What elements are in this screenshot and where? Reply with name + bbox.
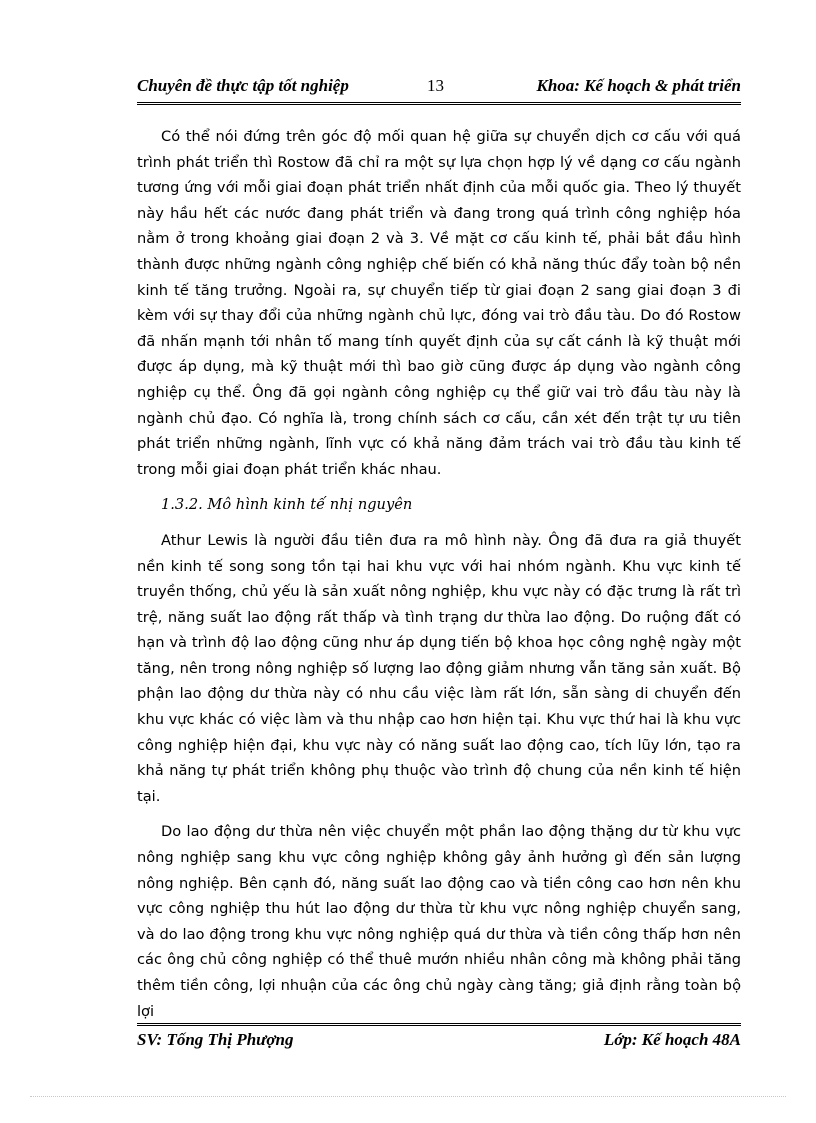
- header-faculty: Khoa: Kế hoạch & phát triển: [536, 76, 741, 95]
- page-header: [137, 74, 741, 105]
- page-footer: [137, 1023, 741, 1056]
- footer-class: Lớp: Kế hoạch 48A: [603, 1030, 741, 1049]
- body-paragraph: Có thể nói đứng trên góc độ mối quan hệ giữa sự chuyển dịch cơ cấu với quá trình phát triển thì Rostow đã chỉ ra một sự lựa chọn hợp lý về dạng cơ cấu ngành tương ứng với mỗi giai đoạn phát triển nhất định của mỗi quốc gia. Theo lý thuyết này hầu hết các nước đang phát triển và đang trong quá trình công nghiệp hóa nằm ở trong khoảng giai đoạn 2 và 3. Về mặt cơ cấu kinh tế, phải bắt đầu hình thành được những ngành công nghiệp chế biến có khả năng thúc đẩy toàn bộ nền kinh tế tăng trưởng. Ngoài ra, sự chuyển tiếp từ giai đoạn 2 sang giai đoạn 3 đi kèm với sự thay đổi của những ngành chủ lực, đóng vai trò đầu tàu. Do đó Rostow đã nhấn mạnh tới nhân tố mang tính quyết định của sự cất cánh là kỹ thuật mới được áp dụng, mà kỹ thuật mới thì bao giờ cũng được áp dụng vào ngành công nghiệp cụ thể. Ông đã gọi ngành công nghiệp cụ thể giữ vai trò đầu tàu này là ngành chủ đạo. Có nghĩa là, trong chính sách cơ cấu, cần xét đến trật tự ưu tiên phát triển những ngành, lĩnh vực có khả năng đảm trách vai trò đầu tàu kinh tế trong mỗi giai đoạn phát triển khác nhau.: [137, 128, 741, 478]
- section-heading: 1.3.2. Mô hình kinh tế nhị nguyên: [161, 496, 413, 514]
- body-paragraph: Athur Lewis là người đầu tiên đưa ra mô hình này. Ông đã đưa ra giả thuyết nền kinh tế song song tồn tại hai khu vực với hai nhóm ngành. Khu vực kinh tế truyền thống, chủ yếu là sản xuất nông nghiệp, khu vực này có đặc trưng là rất trì trệ, năng suất lao động rất thấp và tình trạng dư thừa lao động. Do ruộng đất có hạn và trình độ lao động cũng như áp dụng tiến bộ khoa học công nghệ ngày một tăng, nên trong nông nghiệp số lượng lao động giảm nhưng vẫn tăng sản xuất. Bộ phận lao động dư thừa này có nhu cầu việc làm rất lớn, sẵn sàng di chuyển đến khu vực khác có việc làm và thu nhập cao hơn hiện tại. Khu vực thứ hai là khu vực công nghiệp hiện đại, khu vực này có năng suất lao động cao, tích lũy lớn, tạo ra khả năng tự phát triển không phụ thuộc vào trình độ chung của nền kinh tế hiện tại.: [137, 531, 741, 805]
- footer-student-name: SV: Tống Thị Phượng: [137, 1030, 294, 1049]
- body-paragraph: Do lao động dư thừa nên việc chuyển một phần lao động thặng dư từ khu vực nông nghiệp sang khu vực công nghiệp không gây ảnh hưởng gì đến sản lượng nông nghiệp. Bên cạnh đó, năng suất lao động cao và tiền công cao hơn nên khu vực công nghiệp thu hút lao động dư thừa từ khu vực nông nghiệp chuyển sang, và do lao động trong khu vực nông nghiệp quá dư thừa và tiền công thấp hơn nên các ông chủ công nghiệp có thể thuê mướn nhiều nhân công mà không phải tăng thêm tiền công, lợi nhuận của các ông chủ ngày càng tăng; giả định rằng toàn bộ lợi: [137, 823, 741, 1020]
- page-body: [137, 124, 741, 1034]
- page-bottom-divider: [30, 1096, 786, 1097]
- header-page-number: 13: [427, 76, 444, 95]
- header-document-title: Chuyên đề thực tập tốt nghiệp: [137, 76, 349, 95]
